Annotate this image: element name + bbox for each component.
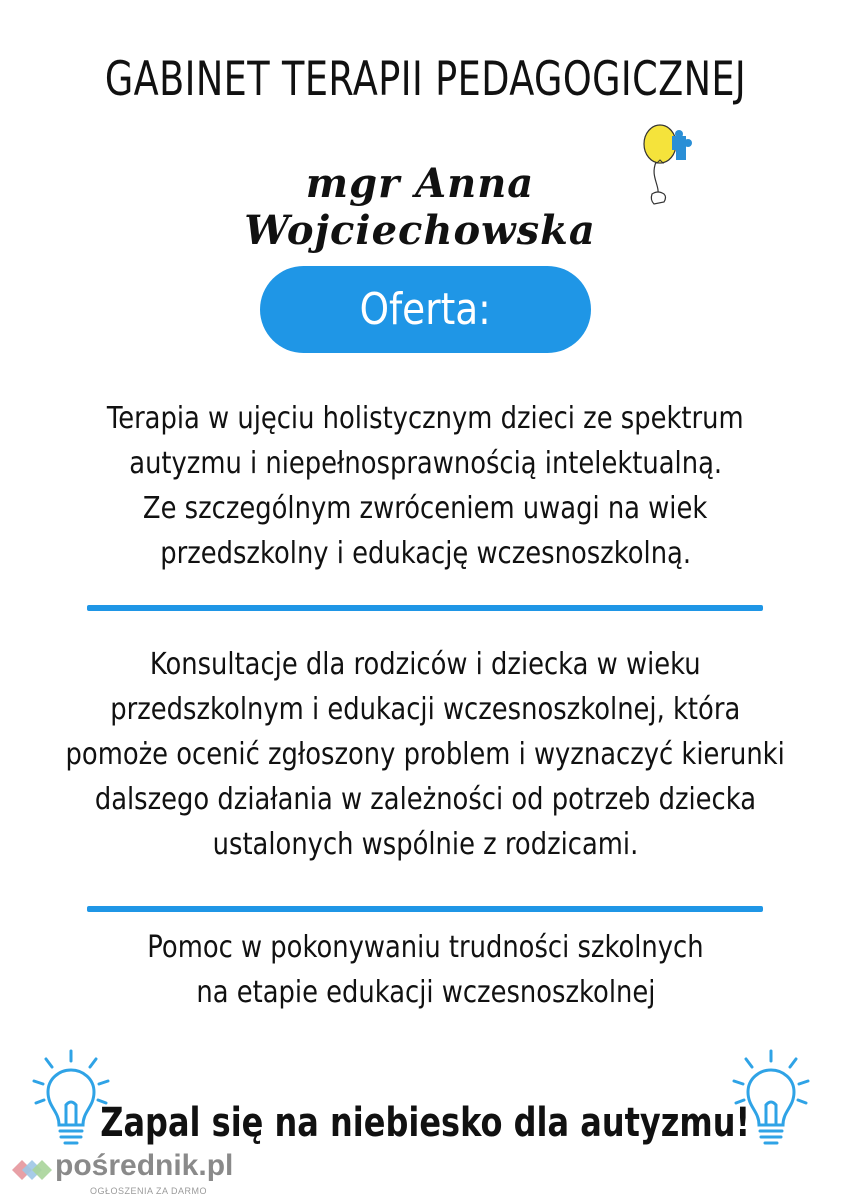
offer-1-line-2: autyzmu i niepełnosprawnością intelektualną.: [129, 446, 722, 481]
page-title: GABINET TERAPII PEDAGOGICZNEJ: [104, 52, 747, 107]
offer-badge: [260, 266, 591, 353]
offer-2-line-3: pomoże ocenić zgłoszony problem i wyznaczyć kierunki: [65, 737, 786, 772]
slogan: [0, 1100, 851, 1146]
offer-2-line-1: Konsultacje dla rodziców i dziecka w wieku: [150, 647, 701, 682]
offer-1: [0, 396, 851, 576]
offer-1-line-3: Ze szczególnym zwróceniem uwagi na wiek: [143, 491, 708, 526]
offer-1-line-4: przedszkolny i edukację wczesnoszkolną.: [160, 536, 691, 571]
offer-2-line-2: przedszkolnym i edukacji wczesnoszkolnej, która: [110, 692, 741, 727]
offer-2: [0, 642, 851, 867]
divider: [87, 906, 763, 912]
offer-3-line-2: na etapie edukacji wczesnoszkolnej: [195, 975, 656, 1010]
offer-badge-label: Oferta:: [359, 284, 492, 335]
offer-3-line-1: Pomoc w pokonywaniu trudności szkolnych: [147, 930, 704, 965]
offer-3: [0, 925, 851, 1015]
slogan-text: Zapal się na niebiesko dla autyzmu!: [100, 1100, 751, 1146]
offer-2-line-5: ustalonych wspólnie z rodzicami.: [212, 827, 639, 862]
divider: [87, 605, 763, 611]
posrednik-logo-icon: [8, 1152, 54, 1186]
offer-2-line-4: dalszego działania w zależności od potrzeb dziecka: [94, 782, 757, 817]
balloon-puzzle-icon: [630, 122, 710, 212]
signature: mgr Anna Wojciechowska: [244, 160, 596, 254]
offer-1-line-1: Terapia w ujęciu holistycznym dzieci ze spektrum: [107, 401, 744, 436]
watermark-tagline: OGŁOSZENIA ZA DARMO: [90, 1186, 208, 1196]
watermark-name: pośrednik.pl: [55, 1149, 234, 1182]
